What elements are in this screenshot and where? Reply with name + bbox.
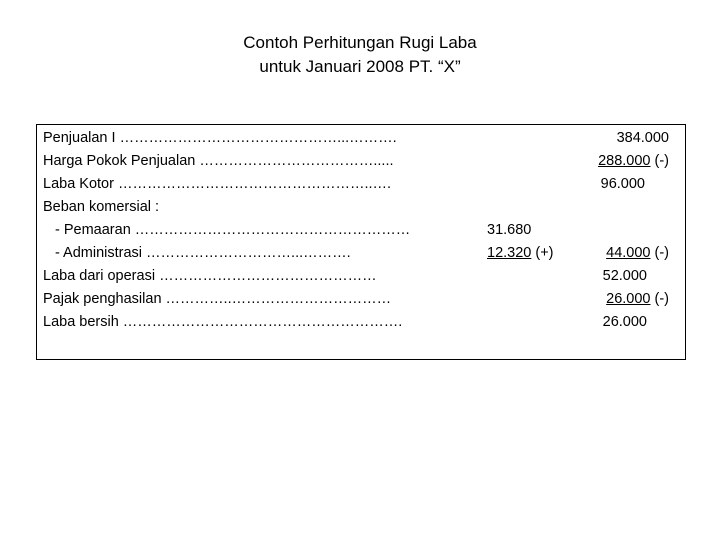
statement-subtitle: untuk Januari 2008 PT. “X” — [259, 57, 461, 76]
row-amount-group — [598, 150, 669, 173]
row-laba-bersih — [37, 311, 685, 334]
row-pemasaran — [37, 219, 685, 242]
row-laba-dari-operasi — [37, 265, 685, 288]
row-label: Beban komersial : — [43, 199, 160, 215]
row-amount: 96.000 — [600, 176, 645, 192]
row-label: Laba dari operasi ……………………………………… — [43, 268, 377, 284]
row-label: Penjualan I ………………………………………...………. — [43, 130, 397, 146]
row-amount: 26.000 — [606, 291, 651, 307]
row-label: Laba Kotor ……………………………………………..…. — [43, 176, 392, 192]
row-sign: (+) — [535, 245, 554, 261]
row-subamount: 12.320 — [487, 245, 532, 261]
row-amount: 44.000 — [606, 245, 651, 261]
income-statement-box — [36, 124, 686, 360]
statement-title: Contoh Perhitungan Rugi Laba — [243, 33, 477, 52]
row-label: Harga Pokok Penjualan ………………………………..... — [43, 153, 394, 169]
row-sign: (-) — [654, 153, 669, 169]
row-label: Laba bersih …………………………………………………. — [43, 314, 403, 330]
row-penjualan — [37, 127, 685, 150]
row-pajak-penghasilan — [37, 288, 685, 311]
row-amount-group — [606, 288, 669, 311]
row-subamount-group — [487, 242, 553, 265]
row-administrasi — [37, 242, 685, 265]
row-label: Pajak penghasilan …………..…………………………… — [43, 291, 392, 307]
row-sign: (-) — [654, 291, 669, 307]
row-label: - Administrasi …………………………...………. — [55, 245, 351, 261]
row-amount: 384.000 — [616, 130, 669, 146]
row-amount: 288.000 — [598, 153, 651, 169]
row-sign: (-) — [654, 245, 669, 261]
row-harga-pokok-penjualan — [37, 150, 685, 173]
row-amount: 26.000 — [602, 314, 647, 330]
row-amount-group — [606, 242, 669, 265]
row-subamount: 31.680 — [487, 222, 532, 238]
row-label: - Pemaaran ………………………………………………… — [55, 222, 411, 238]
row-amount: 52.000 — [602, 268, 647, 284]
row-laba-kotor — [37, 173, 685, 196]
row-beban-komersial — [37, 196, 685, 219]
